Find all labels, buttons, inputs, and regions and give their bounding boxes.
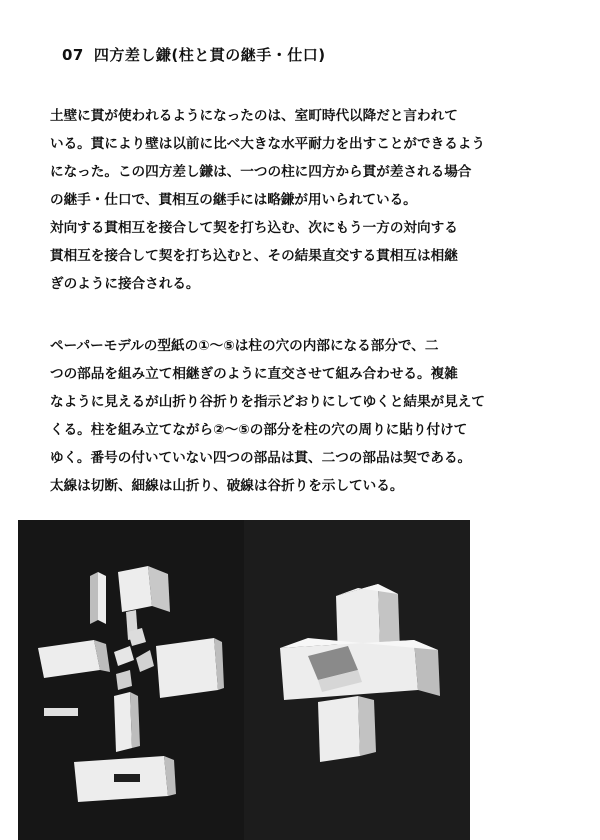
text-line: ゆく。番号の付いていない四つの部品は貫、二つの部品は契である。 — [50, 450, 472, 466]
post-bottom — [318, 696, 360, 762]
paragraph-history — [50, 102, 565, 298]
model-photo-drawing — [18, 520, 470, 840]
text-line: 太線は切断、細線は山折り、破線は谷折りを示している。 — [50, 478, 404, 494]
text-line: なように見えるが山折り谷折りを指示どおりにしてゆくと結果が見えて — [50, 394, 485, 410]
section-title: 四方差し鎌(柱と貫の継手・仕口) — [93, 46, 326, 64]
model-piece — [156, 638, 218, 698]
post-bottom-side — [358, 696, 376, 756]
model-piece — [90, 572, 98, 624]
text-line: 貫相互を接合して契を打ち込むと、その結果直交する貫相互は相継 — [50, 248, 458, 264]
text-line: ぎのように接合される。 — [50, 276, 200, 292]
model-piece — [114, 692, 132, 752]
slot-hole — [114, 774, 140, 782]
text-line: になった。この四方差し鎌は、一つの柱に四方から貫が差される場合 — [50, 164, 472, 180]
paragraph-paper-model — [50, 332, 565, 500]
wedge-piece — [44, 708, 78, 716]
text-line: ペーパーモデルの型紙の①～⑤は柱の穴の内部になる部分で、二 — [50, 338, 439, 354]
model-piece — [118, 566, 152, 612]
text-line: いる。貫により壁は以前に比べ大きな水平耐力を出すことができるよう — [50, 136, 485, 152]
section-number: 07 — [62, 46, 84, 64]
text-line: 対向する貫相互を接合して契を打ち込む、次にもう一方の対向する — [50, 220, 458, 236]
model-piece — [98, 572, 106, 624]
text-line: 土壁に貫が使われるようになったのは、室町時代以降だと言われて — [50, 108, 458, 124]
text-line: くる。柱を組み立てながら②～⑤の部分を柱の穴の周りに貼り付けて — [50, 422, 468, 438]
model-photo — [18, 520, 470, 840]
text-line: の継手・仕口で、貫相互の継手には略鎌が用いられている。 — [50, 192, 417, 208]
text-line: つの部品を組み立て相継ぎのように直交させて組み合わせる。複雑 — [50, 366, 458, 382]
section-heading — [62, 44, 326, 65]
